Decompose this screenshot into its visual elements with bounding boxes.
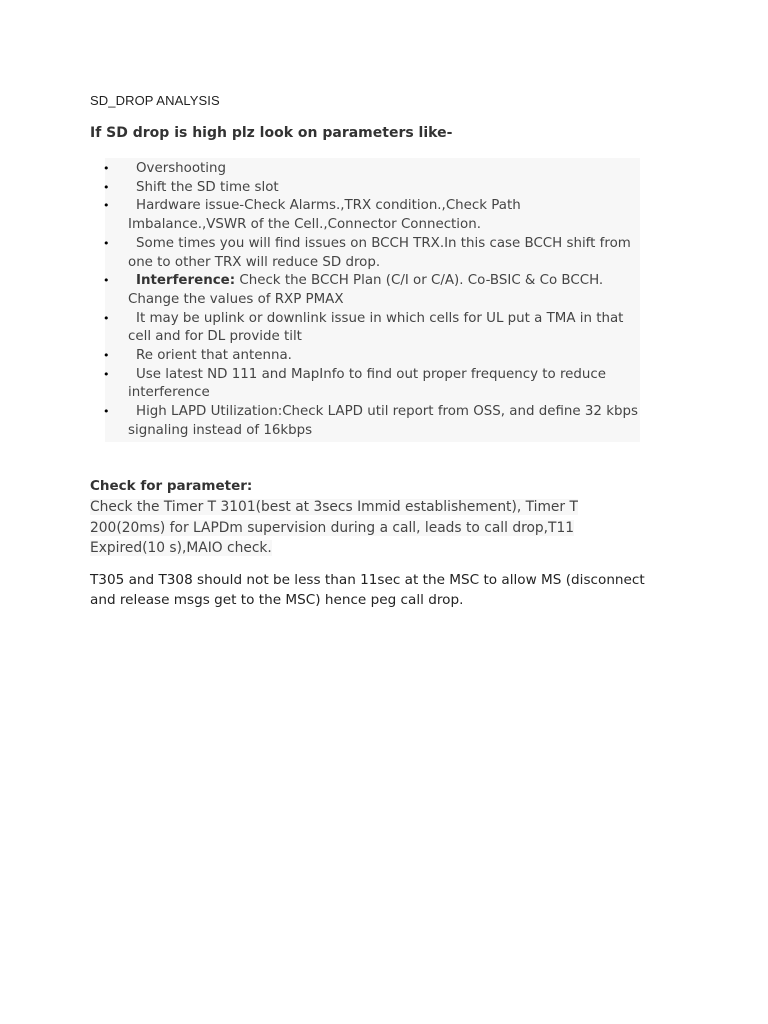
list-item-body: Hardware issue-Check Alarms.,TRX condition.,Check Path Imbalance.,VSWR of the Cell.,Connector Connection. (128, 198, 521, 233)
list-item-text (128, 235, 643, 272)
bullet-dot-icon: • (103, 349, 110, 363)
bullet-dot-icon: • (103, 274, 110, 288)
bullet-dot-icon: • (103, 199, 110, 213)
bullet-dot-icon: • (103, 162, 110, 175)
list-item (103, 197, 643, 234)
list-item-text (128, 160, 643, 179)
list-item (103, 310, 643, 347)
parameter-bullet-list (103, 160, 643, 441)
list-item-body: It may be uplink or downlink issue in which cells for UL put a TMA in that cell and for DL provide tilt (128, 310, 624, 345)
list-item-text (128, 310, 643, 347)
t305-paragraph: T305 and T308 should not be less than 11sec at the MSC to allow MS (disconnect and release msgs get to the MSC) hence peg call drop. (90, 572, 645, 608)
list-item-body: Check the BCCH Plan (C/I or C/A). Co-BSIC & Co BCCH. Change the values of RXP PMAX (128, 273, 604, 307)
bullet-dot-icon: • (103, 180, 110, 194)
list-item-text (128, 366, 643, 403)
doc-title: SD_DROP ANALYSIS (90, 93, 220, 108)
check-parameter-paragraph (90, 497, 630, 559)
list-item-body: Use latest ND 111 and MapInfo to find out proper frequency to reduce interference (128, 366, 606, 401)
list-item-body: Re orient that antenna. (136, 348, 292, 364)
list-item-strong: Interference: (136, 273, 236, 289)
list-item-text (128, 403, 643, 440)
list-item-text (128, 197, 643, 234)
bullet-dot-icon: • (103, 405, 110, 419)
list-item (103, 160, 643, 179)
list-item (103, 366, 643, 403)
intro-heading: If SD drop is high plz look on parameters like- (90, 125, 453, 141)
list-item-body: Overshooting (136, 161, 227, 176)
check-parameter-text: Check the Timer T 3101(best at 3secs Immid establishement), Timer T 200(20ms) for LAPDm supervision during a call, leads to call drop,T11 Expired(10 s),MAIO check. (90, 499, 578, 556)
check-parameter-heading: Check for parameter: (90, 478, 253, 494)
list-item-body: High LAPD Utilization:Check LAPD util report from OSS, and define 32 kbps signaling instead of 16kbps (128, 404, 638, 438)
bullet-dot-icon: • (103, 236, 110, 250)
list-item (103, 272, 643, 309)
bullet-dot-icon: • (103, 311, 110, 325)
list-item (103, 235, 643, 272)
list-item (103, 403, 643, 440)
list-item (103, 179, 643, 198)
bullet-dot-icon: • (103, 367, 110, 381)
list-item (103, 347, 643, 366)
list-item-body: Some times you will find issues on BCCH TRX.In this case BCCH shift from one to other TRX will reduce SD drop. (128, 235, 631, 270)
list-item-text (128, 272, 643, 309)
list-item-body: Shift the SD time slot (136, 179, 279, 195)
list-item-text (128, 179, 643, 198)
list-item-text (128, 347, 643, 366)
